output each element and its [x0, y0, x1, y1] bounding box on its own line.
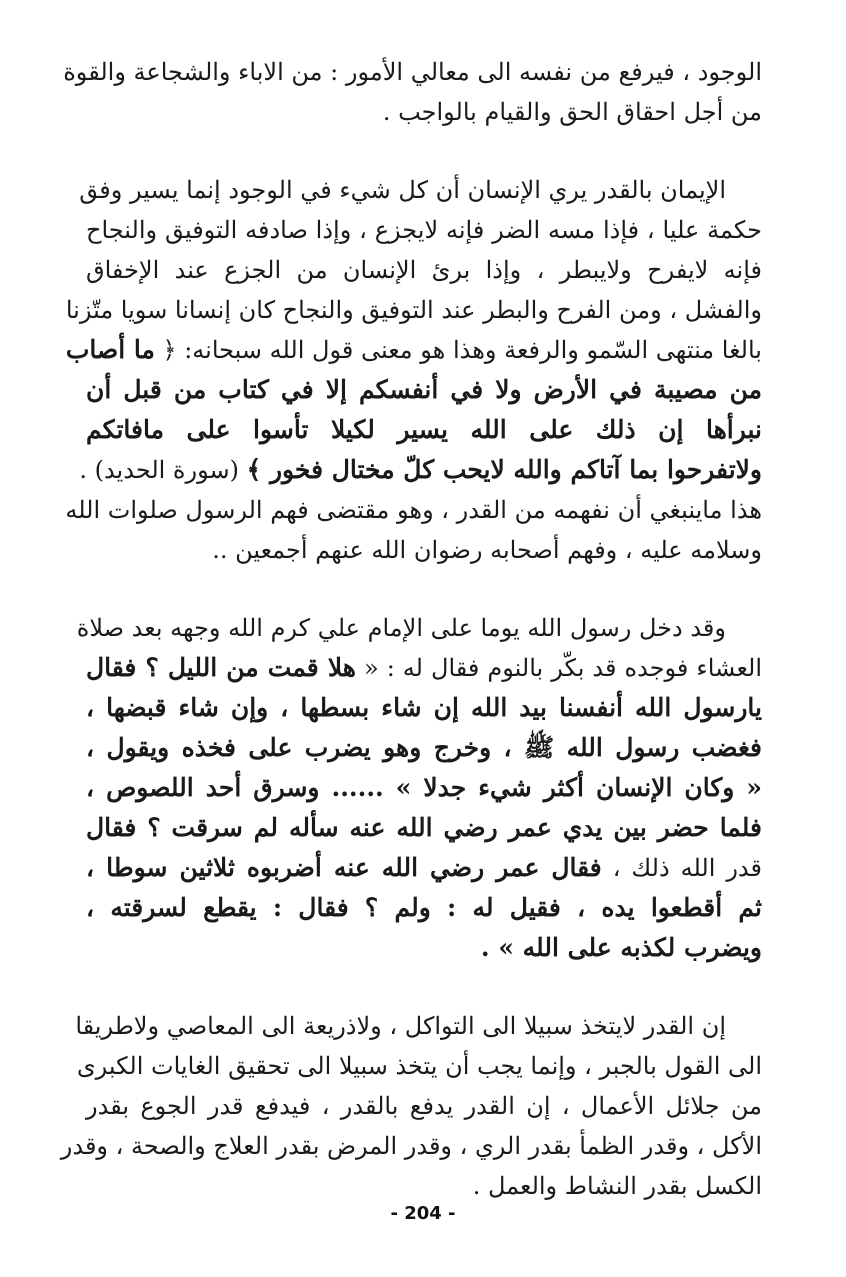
hadith-line: فلما حضر بين يدي عمر رضي الله عنه سأله لم سرقت ؟ فقال	[86, 813, 762, 842]
surah-reference: (سورة الحديد) .	[79, 456, 247, 484]
text-line: الإيمان بالقدر يري الإنسان أن كل شيء في الوجود إنما يسير وفق	[79, 176, 726, 204]
paragraph-gap	[86, 968, 762, 1006]
quran-verse-line: نبرأها إن ذلك على الله يسير لكيلا تأسوا على مافاتكم	[86, 415, 762, 444]
text-line: هذا ماينبغي أن نفهمه من القدر ، وهو مقتضى فهم الرسول صلوات الله	[65, 496, 762, 524]
text-line: حكمة عليا ، فإذا مسه الضر فإنه لايجزع ، وإذا صادفه التوفيق والنجاح	[86, 216, 762, 244]
text-line: الكسل بقدر النشاط والعمل .	[472, 1172, 762, 1200]
hadith-line: ثم أقطعوا يده ، فقيل له : ولم ؟ فقال : يقطع لسرقته ،	[86, 893, 762, 922]
hadith-line: « وكان الإنسان أكثر شيء جدلا » ...... وسرق أحد اللصوص ،	[86, 773, 762, 802]
paragraph-1	[63, 52, 762, 132]
paragraph-gap	[86, 570, 762, 608]
hadith-line: ويضرب لكذبه على الله » .	[480, 933, 762, 962]
text-run: بالغا منتهى السّمو والرفعة وهذا هو معنى قول الله سبحانه: ﴿	[154, 336, 762, 364]
text-line: من جلائل الأعمال ، إن القدر يدفع بالقدر ، فيدفع قدر الجوع بقدر	[86, 1092, 762, 1120]
paragraph-2	[65, 170, 762, 570]
text-line: وقد دخل رسول الله يوما على الإمام علي كرم الله وجهه بعد صلاة	[76, 614, 726, 642]
paragraph-gap	[86, 132, 762, 170]
text-line-mixed	[65, 330, 762, 370]
quran-verse-line: من مصيبة في الأرض ولا في أنفسكم إلا في كتاب من قبل أن	[86, 375, 762, 404]
text-line: الى القول بالجبر ، وإنما يجب أن يتخذ سبيلا الى تحقيق الغايات الكبرى	[76, 1052, 762, 1080]
text-line: من أجل احقاق الحق والقيام بالواجب .	[382, 98, 762, 126]
page-number: - 204 -	[390, 1203, 456, 1224]
hadith-run: هلا قمت من الليل ؟ فقال	[86, 653, 356, 682]
text-run: العشاء فوجده قد بكّر بالنوم فقال له : «	[355, 654, 762, 682]
quran-verse-run: ما أصاب	[65, 335, 155, 364]
hadith-line: فغضب رسول الله ﷺ ، وخرج وهو يضرب على فخذه ويقول ،	[86, 733, 762, 762]
text-line-mixed	[86, 848, 762, 888]
text-line: فإنه لايفرح ولايبطر ، وإذا برئ الإنسان من الجزع عند الإخفاق	[86, 256, 762, 284]
quran-verse-run: ولاتفرحوا بما آتاكم والله لايحب كلّ مختال فخور ﴾	[246, 455, 762, 484]
text-line: والفشل ، ومن الفرح والبطر عند التوفيق والنجاح كان إنسانا سويا متّزنا	[65, 296, 762, 324]
hadith-line: يارسول الله أنفسنا بيد الله إن شاء بسطها ، وإن شاء قبضها ،	[86, 693, 762, 722]
paragraph-3	[76, 608, 762, 968]
text-line: إن القدر لايتخذ سبيلا الى التواكل ، ولاذريعة الى المعاصي ولاطريقا	[75, 1012, 726, 1040]
text-line: الوجود ، فيرفع من نفسه الى معالي الأمور : من الاباء والشجاعة والقوة	[63, 58, 762, 86]
text-run: قدر الله ذلك ،	[601, 854, 762, 882]
hadith-run: فقال عمر رضي الله عنه أضربوه ثلاثين سوطا ،	[86, 853, 602, 882]
paragraph-4	[60, 1006, 762, 1206]
text-line-mixed	[86, 648, 762, 688]
text-line: الأكل ، وقدر الظمأ بقدر الري ، وقدر المرض بقدر العلاج والصحة ، وقدر	[60, 1132, 762, 1160]
text-line-mixed	[79, 450, 762, 490]
text-line: وسلامه عليه ، وفهم أصحابه رضوان الله عنهم أجمعين ..	[212, 536, 762, 564]
